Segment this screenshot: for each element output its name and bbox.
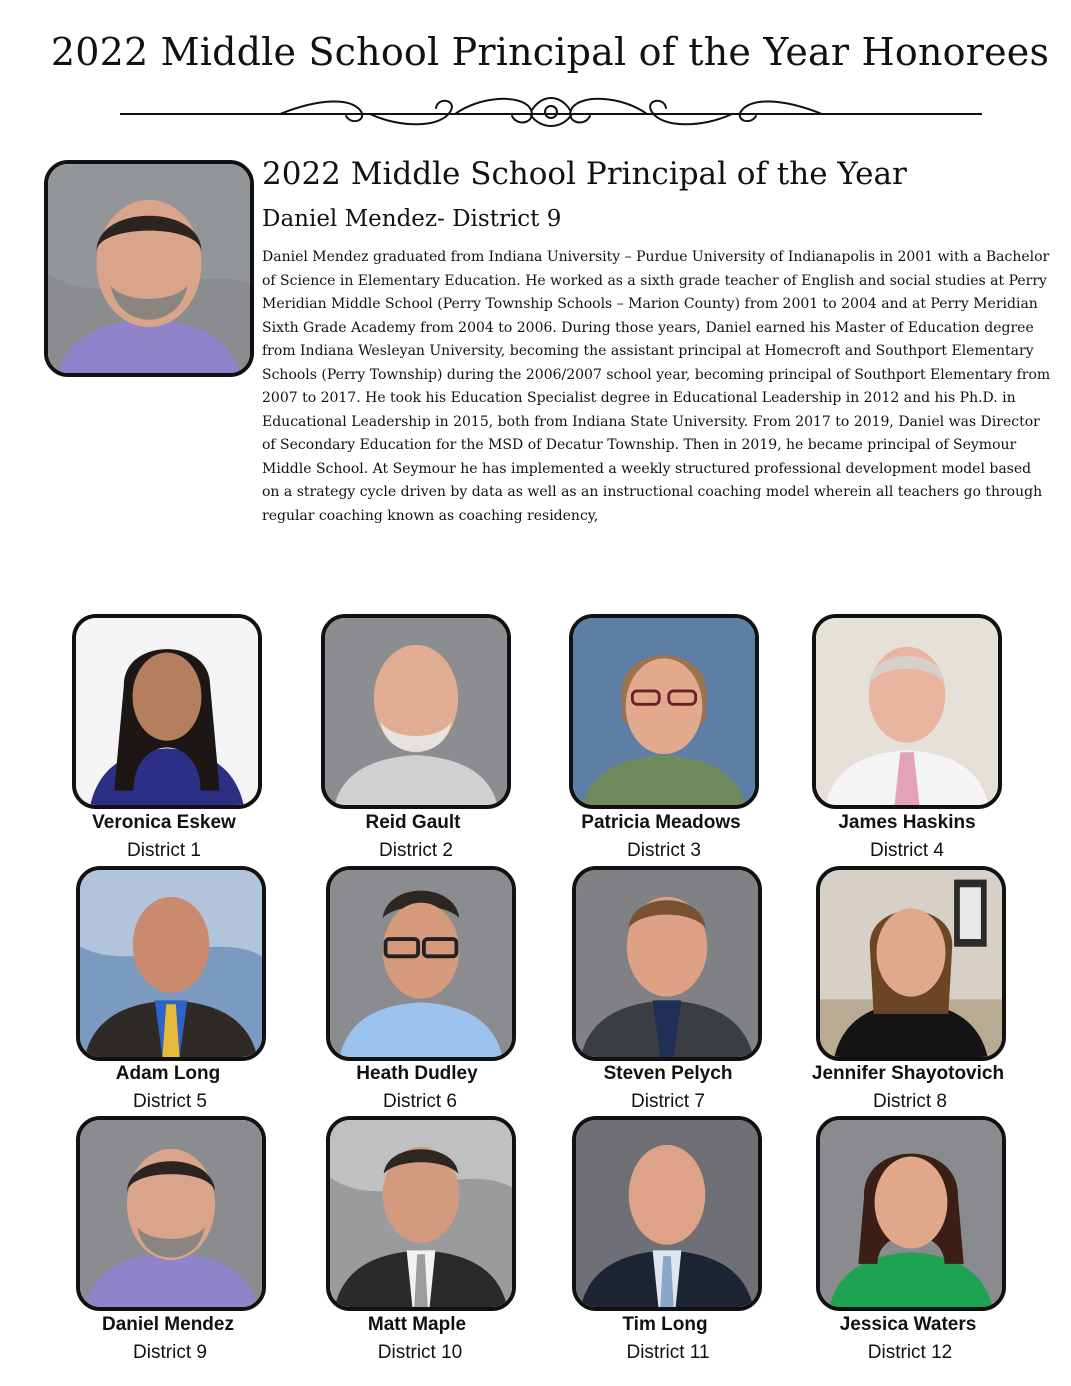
honoree-district: District 9 — [133, 1342, 207, 1363]
honoree-photo — [816, 1116, 1006, 1311]
honoree-district: District 10 — [377, 1342, 463, 1363]
decorative-flourish-divider — [120, 88, 982, 138]
honoree-photo — [321, 614, 511, 809]
honoree-photo — [326, 866, 516, 1061]
featured-principal-photo — [44, 160, 254, 377]
honoree-photo — [572, 866, 762, 1061]
honoree-photo — [76, 1116, 266, 1311]
honoree-name: Reid Gault — [365, 812, 461, 833]
featured-name: Daniel Mendez- District 9 — [262, 206, 562, 232]
honoree-photo — [326, 1116, 516, 1311]
honoree-district: District 4 — [870, 840, 944, 861]
honoree-name: Heath Dudley — [356, 1063, 478, 1084]
honoree-name: Adam Long — [115, 1063, 221, 1084]
honoree-name: Jessica Waters — [839, 1314, 977, 1335]
honoree-district: District 7 — [631, 1091, 705, 1112]
honoree-name: Matt Maple — [367, 1314, 467, 1335]
honoree-photo — [812, 614, 1002, 809]
honoree-photo — [569, 614, 759, 809]
page-title: 2022 Middle School Principal of the Year Honorees — [50, 30, 1050, 74]
honoree-name: Steven Pelych — [603, 1063, 733, 1084]
honoree-district: District 1 — [127, 840, 201, 861]
honoree-photo — [816, 866, 1006, 1061]
honoree-name: Jennifer Shayotovich — [811, 1063, 1005, 1084]
featured-biography: Daniel Mendez graduated from Indiana University – Purdue University of Indianapolis in 2001 with a Bachelor of Science in Elementary Education. He worked as a sixth grade teacher of English and social studies at Perry Meridian Middle School (Perry Township Schools – Marion County) from 2001 to 2004 and at Perry Meridian Sixth Grade Academy from 2004 to 2006. During those years, Daniel earned his Master of Education degree from Indiana Wesleyan University, becoming the assistant principal at Homecroft and Southport Elementary Schools (Perry Township) during the 2006/2007 school year, becoming principal of Southport Elementary from 2007 to 2017. He took his Education Specialist degree in Educational Leadership in 2012 and his Ph.D. in Educational Leadership in 2015, both from Indiana State University. From 2017 to 2019, Daniel was Director of Secondary Education for the MSD of Decatur Township. Then in 2019, he became principal of Seymour Middle School. At Seymour he has implemented a weekly structured professional development model based on a strategy cycle driven by data as well as an instructional coaching model wherein all teachers go through regular coaching known as coaching residency, — [262, 249, 1051, 524]
honoree-district: District 8 — [873, 1091, 947, 1112]
honoree-name: Daniel Mendez — [102, 1314, 234, 1335]
honoree-name: Patricia Meadows — [581, 812, 741, 833]
honoree-photo — [76, 866, 266, 1061]
honoree-name: James Haskins — [838, 812, 976, 833]
honoree-district: District 11 — [626, 1342, 710, 1363]
honoree-district: District 2 — [379, 840, 453, 861]
honoree-district: District 12 — [867, 1342, 953, 1363]
honoree-photo — [72, 614, 262, 809]
honoree-district: District 5 — [133, 1091, 207, 1112]
honoree-photo — [572, 1116, 762, 1311]
honoree-district: District 3 — [627, 840, 701, 861]
honoree-name: Veronica Eskew — [92, 812, 236, 833]
honoree-district: District 6 — [383, 1091, 457, 1112]
honoree-name: Tim Long — [622, 1314, 708, 1335]
featured-heading: 2022 Middle School Principal of the Year — [262, 156, 907, 192]
